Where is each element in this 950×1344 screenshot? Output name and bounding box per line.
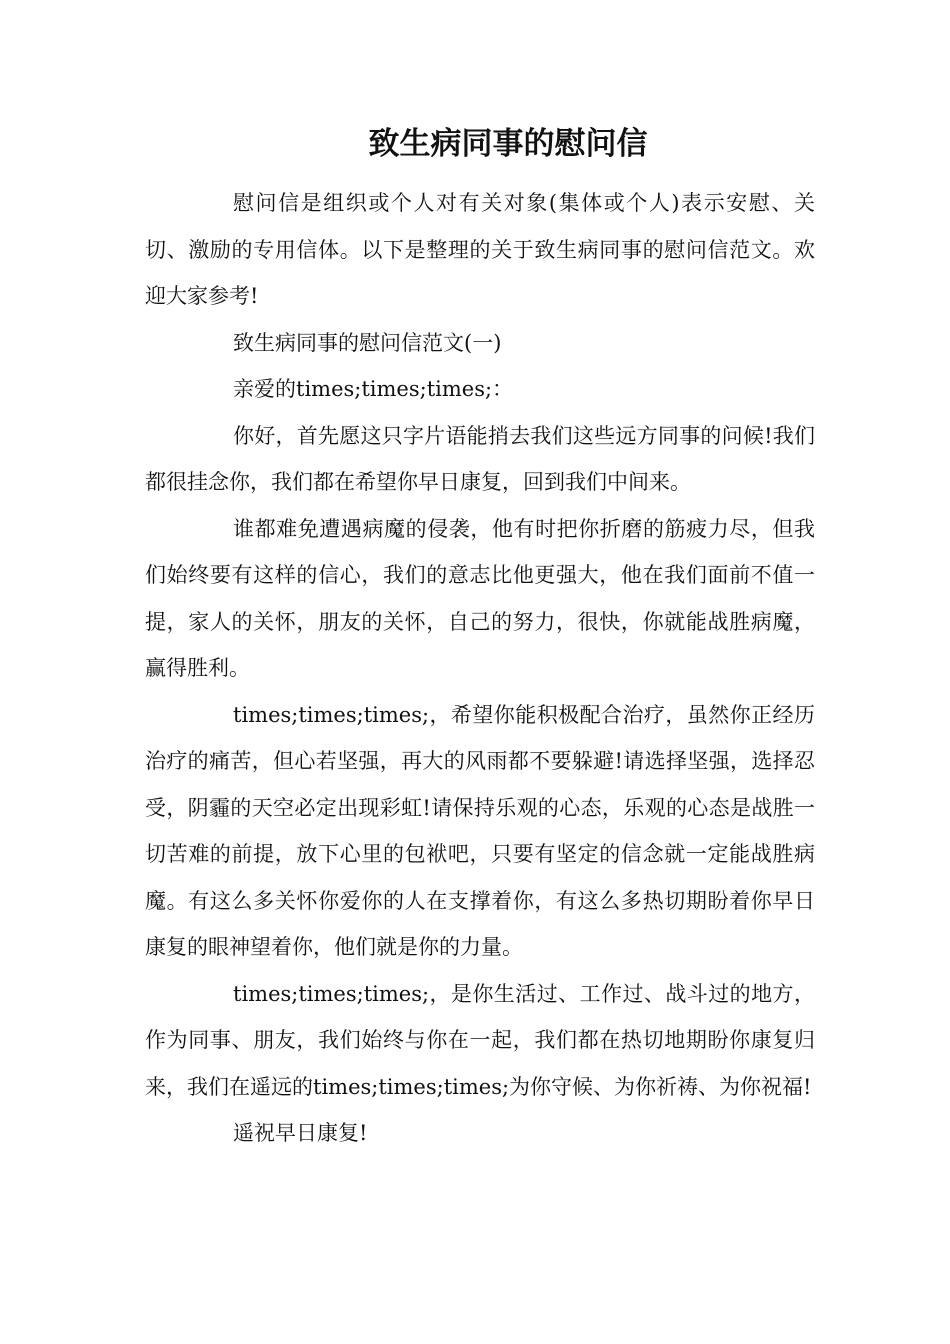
letter-paragraph-greeting: 你好，首先愿这只字片语能捎去我们这些远方同事的问候!我们都很挂念你，我们都在希望你早日康复，回到我们中间来。 [145,423,815,494]
letter-paragraph-treatment: times;times;times;，希望你能积极配合治疗，虽然你正经历治疗的痛苦，但心若坚强，再大的风雨都不要躲避!请选择坚强，选择忍受，阴霾的天空必定出现彩虹!请保持乐观的心态，乐观的心态是战胜一切苦难的前提，放下心里的包袱吧，只要有坚定的信念就一定能战胜病魔。有这么多关怀你爱你的人在支撑着你，有这么多热切期盼着你早日康复的眼神望着你，他们就是你的力量。 [145,702,815,959]
document-title: 致生病同事的慰问信 [368,126,648,162]
salutation: 亲爱的times;times;times;： [233,377,514,401]
sample-heading: 致生病同事的慰问信范文(一) [233,330,502,355]
letter-paragraph-encouragement: 谁都难免遭遇病魔的侵袭，他有时把你折磨的筋疲力尽，但我们始终要有这样的信心，我们的意志比他更强大，他在我们面前不值一提，家人的关怀，朋友的关怀，自己的努力，很快，你就能战胜病魔，赢得胜利。 [145,516,815,680]
document-body [145,180,815,1157]
closing-wish: 遥祝早日康复! [233,1121,368,1145]
letter-paragraph-together: times;times;times;，是你生活过、工作过、战斗过的地方，作为同事、朋友，我们始终与你在一起，我们都在热切地期盼你康复归来，我们在遥远的times;times;times;为你守候、为你祈祷、为你祝福! [145,981,815,1099]
intro-paragraph: 慰问信是组织或个人对有关对象(集体或个人)表示安慰、关切、激励的专用信体。以下是整理的关于致生病同事的慰问信范文。欢迎大家参考! [145,191,815,308]
